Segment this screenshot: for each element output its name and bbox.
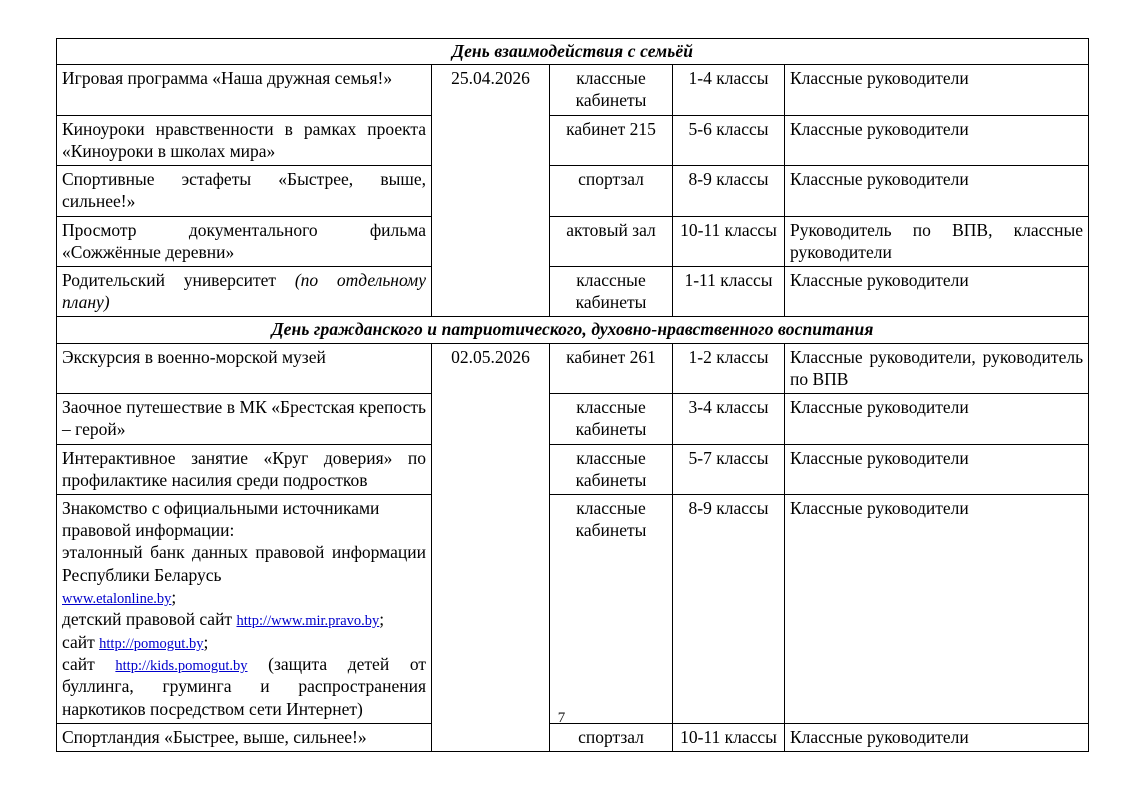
mir-pravo-label: детский правовой сайт: [62, 609, 237, 630]
grades-cell: 1-4 классы: [673, 65, 785, 115]
responsible-cell: Классные руководители, руководитель по ВПВ: [785, 343, 1089, 393]
grades-cell: 10-11 классы: [673, 216, 785, 266]
etalonline-link[interactable]: www.etalonline.by: [62, 590, 172, 607]
event-name-note: (по отдельному плану): [62, 269, 426, 313]
place-cell: классные кабинеты: [550, 266, 673, 316]
legal-link-line-3: [62, 631, 426, 653]
legal-sources-intro: [62, 497, 426, 519]
legal-sources-intro-line1: Знакомство с официальными источниками: [62, 497, 380, 518]
grades-cell: 3-4 классы: [673, 394, 785, 444]
section-heading-row: [57, 317, 1089, 343]
table-row: [57, 494, 1089, 723]
date-cell: 02.05.2026: [432, 343, 550, 751]
table-row: [57, 216, 1089, 266]
pomogut-label: сайт: [62, 631, 100, 652]
legal-sources-intro-line2: правовой информации:: [62, 520, 235, 541]
event-name-cell-legal-sources: [57, 494, 432, 723]
table-row: [57, 266, 1089, 316]
link1-punctuation: ;: [171, 586, 177, 607]
link2-punctuation: ;: [379, 609, 385, 630]
page-number: 7: [557, 710, 566, 726]
responsible-cell: Классные руководители: [785, 494, 1089, 723]
grades-cell: 1-11 классы: [673, 266, 785, 316]
grades-cell: 5-7 классы: [673, 444, 785, 494]
responsible-cell: Классные руководители: [785, 115, 1089, 165]
legal-link-line-2: [62, 608, 426, 630]
table-row: [57, 444, 1089, 494]
place-cell: классные кабинеты: [550, 394, 673, 444]
grades-cell: 8-9 классы: [673, 166, 785, 216]
section-heading-civic-patriotic-day: День гражданского и патриотического, духовно-нравственного воспитания: [57, 317, 1089, 343]
event-name-cell: Интерактивное занятие «Круг доверия» по профилактике насилия среди подростков: [57, 444, 432, 494]
responsible-cell: Классные руководители: [785, 166, 1089, 216]
table-row: [57, 166, 1089, 216]
kids-pomogut-link[interactable]: http://kids.pomogut.by: [115, 658, 248, 675]
place-cell: спортзал: [550, 723, 673, 751]
event-name-cell: Игровая программа «Наша дружная семья!»: [57, 65, 432, 115]
table-row: [57, 723, 1089, 751]
event-name-cell: Киноуроки нравственности в рамках проекта «Киноуроки в школах мира»: [57, 115, 432, 165]
kids-pomogut-label: сайт: [62, 654, 116, 675]
legal-sources-intro-line2-wrap: [62, 519, 426, 541]
event-name-text: Родительский университет: [62, 269, 295, 290]
mir-pravo-link[interactable]: http://www.mir.pravo.by: [236, 613, 380, 630]
kids-pomogut-description: (защита детей от буллинга, груминга и распространения наркотиков посредством сети Интернет): [62, 654, 426, 719]
event-name-cell: Спортландия «Быстрее, выше, сильнее!»: [57, 723, 432, 751]
etalon-bank-text: эталонный банк данных правовой информации Республики Беларусь: [62, 542, 426, 585]
event-name-cell: [57, 266, 432, 316]
section-heading-row: [57, 39, 1089, 65]
grades-cell: 8-9 классы: [673, 494, 785, 723]
responsible-cell: Классные руководители: [785, 65, 1089, 115]
place-cell: спортзал: [550, 166, 673, 216]
date-cell: 25.04.2026: [432, 65, 550, 317]
place-cell: кабинет 261: [550, 343, 673, 393]
place-cell: классные кабинеты: [550, 65, 673, 115]
responsible-cell: Классные руководители: [785, 266, 1089, 316]
responsible-cell: Руководитель по ВПВ, классные руководители: [785, 216, 1089, 266]
event-name-cell: Заочное путешествие в МК «Брестская крепость – герой»: [57, 394, 432, 444]
grades-cell: 1-2 классы: [673, 343, 785, 393]
responsible-cell: Классные руководители: [785, 723, 1089, 751]
place-cell: классные кабинеты: [550, 444, 673, 494]
table-row: [57, 394, 1089, 444]
link3-punctuation: ;: [203, 631, 209, 652]
event-name-cell: Просмотр документального фильма «Сожжённые деревни»: [57, 216, 432, 266]
grades-cell: 5-6 классы: [673, 115, 785, 165]
section-heading-family-day: День взаимодействия с семьёй: [57, 39, 1089, 65]
activity-schedule-table: [56, 38, 1089, 752]
legal-sources-paragraph-1: [62, 541, 426, 585]
table-row: [57, 343, 1089, 393]
table-row: [57, 115, 1089, 165]
place-cell: актовый зал: [550, 216, 673, 266]
responsible-cell: Классные руководители: [785, 394, 1089, 444]
responsible-cell: Классные руководители: [785, 444, 1089, 494]
place-cell: кабинет 215: [550, 115, 673, 165]
event-name-cell: Спортивные эстафеты «Быстрее, выше, сильнее!»: [57, 166, 432, 216]
place-cell: классные кабинеты: [550, 494, 673, 723]
pomogut-link[interactable]: http://pomogut.by: [99, 635, 204, 652]
event-name-cell: Экскурсия в военно-морской музей: [57, 343, 432, 393]
table-row: [57, 65, 1089, 115]
grades-cell: 10-11 классы: [673, 723, 785, 751]
legal-link-line-1: [62, 586, 426, 608]
